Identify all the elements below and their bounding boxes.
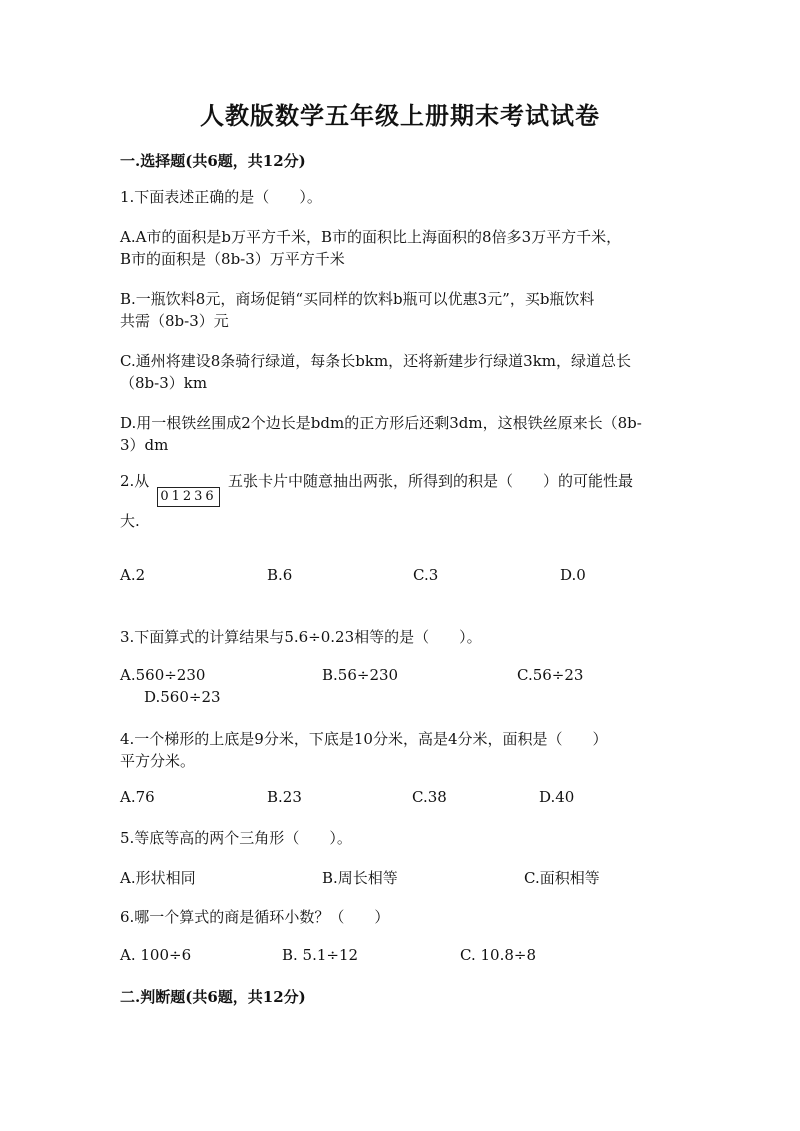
question-2-option-d: D.0 xyxy=(560,566,586,584)
section-heading-choice: 一.选择题(共6题，共12分) xyxy=(120,152,306,170)
question-1-option-b-line2: 共需（8b-3）元 xyxy=(120,312,229,330)
question-1-stem: 1.下面表述正确的是（ ）。 xyxy=(120,188,322,206)
question-6-option-b: B. 5.1÷12 xyxy=(282,946,359,964)
question-6-stem: 6.哪一个算式的商是循环小数？（ ） xyxy=(120,908,390,926)
question-4-stem-line2: 平方分米。 xyxy=(120,752,196,770)
question-1-option-d-line1: D.用一根铁丝围成2个边长是bdm的正方形后还剩3dm，这根铁丝原来长（8b- xyxy=(120,414,642,432)
question-3-stem: 3.下面算式的计算结果与5.6÷0.23相等的是（ ）。 xyxy=(120,628,482,646)
question-3-option-b: B.56÷230 xyxy=(322,666,399,684)
question-4-stem-line1: 4.一个梯形的上底是9分米，下底是10分米，高是4分米，面积是（ ） xyxy=(120,730,608,748)
question-4-option-c: C.38 xyxy=(412,788,447,806)
question-4-option-d: D.40 xyxy=(539,788,575,806)
question-2-stem: 五张卡片中随意抽出两张，所得到的积是（ ）的可能性最 xyxy=(228,472,634,490)
question-2-stem-line2: 大. xyxy=(120,512,140,530)
question-1-option-a-line2: B市的面积是（8b-3）万平方千米 xyxy=(120,250,345,268)
question-1-option-c-line2: （8b-3）km xyxy=(120,374,208,392)
number-cards-box: 01236 xyxy=(157,487,220,507)
question-1-option-d-line2: 3）dm xyxy=(120,436,169,454)
question-1-option-a-line1: A.A市的面积是b万平方千米，B市的面积比上海面积的8倍多3万平方千米， xyxy=(120,228,622,246)
question-4-option-a: A.76 xyxy=(120,788,155,806)
question-2-option-c: C.3 xyxy=(413,566,439,584)
question-1-option-c-line1: C.通州将建设8条骑行绿道，每条长bkm，还将新建步行绿道3km，绿道总长 xyxy=(120,352,632,370)
question-2-option-a: A.2 xyxy=(120,566,146,584)
question-3-option-d: D.560÷23 xyxy=(144,688,221,706)
question-6-option-a: A. 100÷6 xyxy=(120,946,192,964)
page-title: 人教版数学五年级上册期末考试试卷 xyxy=(200,101,600,130)
question-3-option-a: A.560÷230 xyxy=(120,666,206,684)
question-2-prefix: 2.从 xyxy=(120,472,150,490)
section-heading-judgement: 二.判断题(共6题，共12分) xyxy=(120,988,306,1006)
question-6-option-c: C. 10.8÷8 xyxy=(460,946,536,964)
question-5-option-b: B.周长相等 xyxy=(322,869,398,887)
question-5-option-c: C.面积相等 xyxy=(524,869,600,887)
question-4-option-b: B.23 xyxy=(267,788,302,806)
question-2-option-b: B.6 xyxy=(267,566,293,584)
question-1-option-b-line1: B.一瓶饮料8元，商场促销“买同样的饮料b瓶可以优惠3元”，买b瓶饮料 xyxy=(120,290,595,308)
question-5-option-a: A.形状相同 xyxy=(120,869,196,887)
question-5-stem: 5.等底等高的两个三角形（ ）。 xyxy=(120,829,352,847)
question-3-option-c: C.56÷23 xyxy=(517,666,584,684)
